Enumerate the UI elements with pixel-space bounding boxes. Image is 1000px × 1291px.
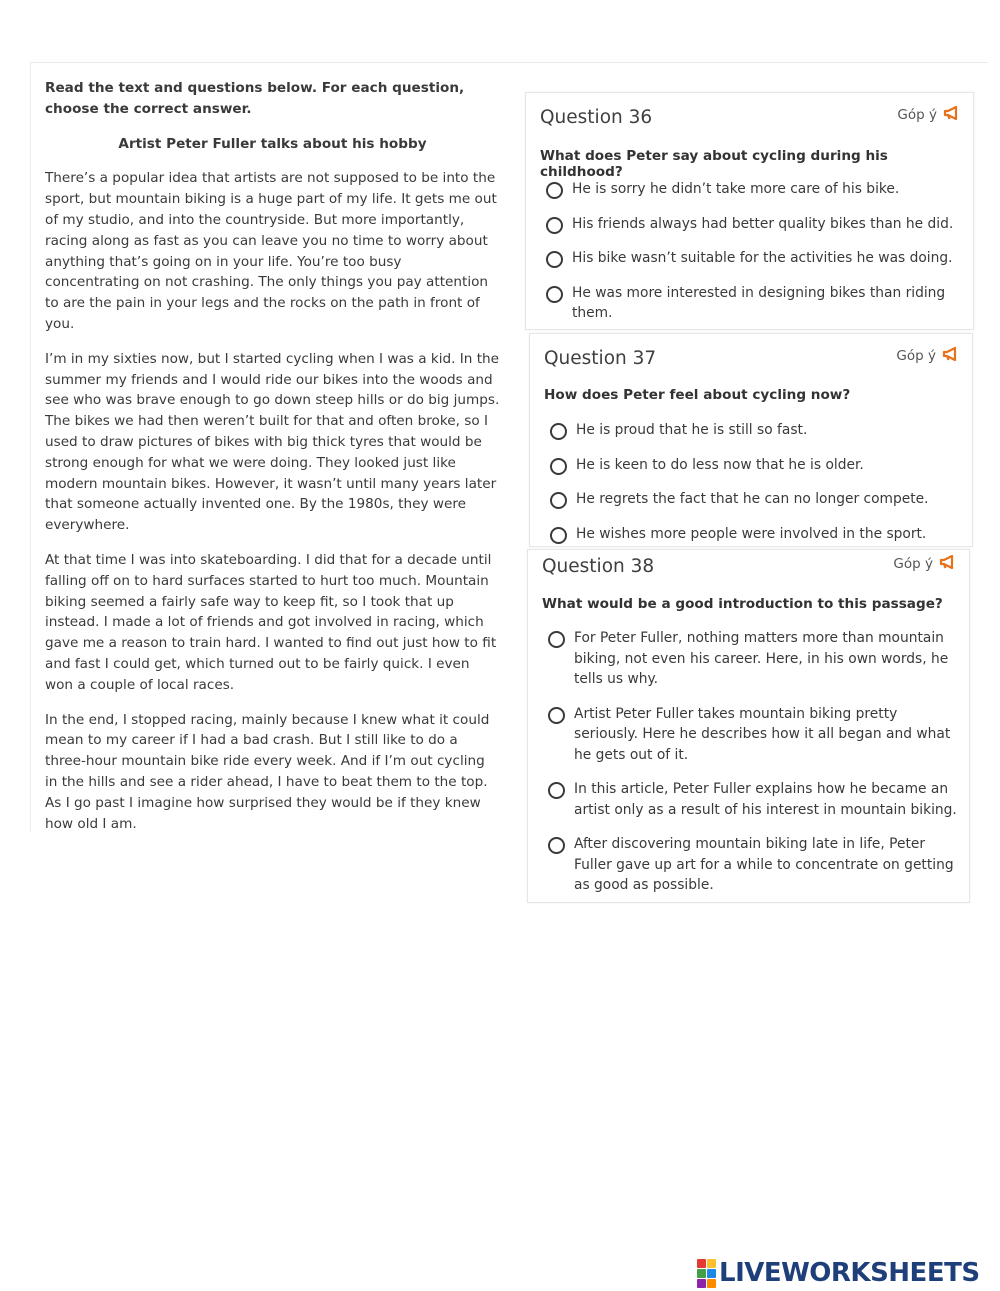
- option-text: Artist Peter Fuller takes mountain biking pretty seriously. Here he describes how it all began and what he gets out of it.: [574, 705, 951, 763]
- answer-options: [548, 628, 957, 896]
- passage-paragraph: There’s a popular idea that artists are not supposed to be into the sport, but mountain biking is a huge part of my life. It gets me out of my studio, and into the countryside. But more importantly, racing along as fast as you can leave you no time to worry about anything that’s going on in your life. You’re too busy concentrating on not crashing. The only things you pay attention to are the pain in your legs and the rocks on the path in front of you.: [45, 170, 497, 332]
- question-title: Question 37: [544, 348, 657, 369]
- answer-option[interactable]: [550, 420, 960, 441]
- option-text: He is proud that he is still so fast.: [576, 422, 808, 438]
- answer-option[interactable]: [550, 455, 960, 476]
- option-text: He is keen to do less now that he is older.: [576, 456, 864, 473]
- question-card-36: [525, 92, 974, 330]
- answer-option[interactable]: [546, 248, 961, 269]
- logo-mark-icon: [697, 1259, 716, 1288]
- answer-option[interactable]: [546, 283, 961, 324]
- answer-option[interactable]: [548, 779, 957, 820]
- option-text: His bike wasn’t suitable for the activities he was doing.: [572, 250, 953, 266]
- question-text: How does Peter feel about cycling now?: [544, 387, 851, 403]
- feedback-button[interactable]: [897, 105, 961, 125]
- question-text: What would be a good introduction to this passage?: [542, 596, 943, 612]
- question-card-38: [527, 549, 970, 903]
- radio-button[interactable]: [550, 527, 567, 544]
- answer-option[interactable]: [548, 628, 957, 690]
- option-text: He was more interested in designing bikes than riding them.: [572, 284, 946, 321]
- left-divider: [30, 62, 31, 832]
- megaphone-icon: [939, 554, 957, 574]
- radio-button[interactable]: [546, 286, 563, 303]
- liveworksheets-logo: [697, 1258, 980, 1288]
- passage-title: Artist Peter Fuller talks about his hobby: [118, 135, 427, 152]
- feedback-label: Góp ý: [896, 348, 936, 364]
- option-text: He is sorry he didn’t take more care of his bike.: [572, 181, 900, 197]
- radio-button[interactable]: [548, 707, 565, 724]
- radio-button[interactable]: [548, 631, 565, 648]
- reading-passage: [45, 78, 500, 848]
- radio-button[interactable]: [546, 251, 563, 268]
- radio-button[interactable]: [548, 837, 565, 854]
- answer-option[interactable]: [546, 179, 961, 200]
- answer-options: [546, 179, 961, 324]
- option-text: He wishes more people were involved in the sport.: [576, 525, 927, 542]
- passage-paragraph: I’m in my sixties now, but I started cycling when I was a kid. In the summer my friends and I would ride our bikes into the woods and see who was brave enough to go down steep hills or do big jumps. The bikes we had then weren’t built for that and often broke, so I used to draw pictures of bikes with big thick tyres that would be strong enough for what we were doing. They looked just like modern mountain bikes. However, it wasn’t until many years later that someone actually invented one. By the 1980s, they were everywhere.: [45, 350, 500, 534]
- option-text: His friends always had better quality bikes than he did.: [572, 215, 954, 232]
- question-text: What does Peter say about cycling during his childhood?: [540, 148, 888, 180]
- radio-button[interactable]: [550, 458, 567, 475]
- question-title: Question 36: [540, 107, 653, 128]
- passage-paragraph: In the end, I stopped racing, mainly because I knew what it could mean to my career if I had a bad crash. But I still like to do a three-hour mountain bike ride every week. And if I’m out cycling in the hills and see a rider ahead, I have to beat them to the top. As I go past I imagine how surprised they would be if they knew how old I am.: [45, 711, 490, 832]
- answer-option[interactable]: [550, 489, 960, 510]
- radio-button[interactable]: [546, 217, 563, 234]
- radio-button[interactable]: [548, 782, 565, 799]
- question-title: Question 38: [542, 556, 655, 577]
- top-divider: [30, 62, 988, 63]
- feedback-button[interactable]: [896, 346, 960, 366]
- megaphone-icon: [943, 105, 961, 125]
- megaphone-icon: [942, 346, 960, 366]
- question-card-37: [529, 333, 973, 547]
- answer-option[interactable]: [548, 704, 957, 766]
- logo-text: LIVEWORKSHEETS: [719, 1258, 980, 1288]
- answer-option[interactable]: [550, 524, 960, 545]
- option-text: In this article, Peter Fuller explains how he became an artist only as a result of his interest in mountain biking.: [574, 781, 957, 818]
- passage-paragraph: At that time I was into skateboarding. I did that for a decade until falling off on to hard surfaces started to hurt too much. Mountain biking seemed a fairly safe way to keep fit, so I took that up instead. I made a lot of friends and got involved in racing, which gave me a reason to train hard. I wanted to find out just how to fit and fast I could get, which turned out to be fairly quick. I even won a couple of local races.: [45, 551, 497, 693]
- feedback-label: Góp ý: [893, 556, 933, 572]
- option-text: For Peter Fuller, nothing matters more than mountain biking, not even his career. Here, in his own words, he tells us why.: [574, 630, 949, 687]
- answer-options: [550, 420, 960, 544]
- feedback-label: Góp ý: [897, 107, 937, 123]
- option-text: He regrets the fact that he can no longer compete.: [576, 491, 929, 507]
- radio-button[interactable]: [546, 182, 563, 199]
- radio-button[interactable]: [550, 423, 567, 440]
- option-text: After discovering mountain biking late in life, Peter Fuller gave up art for a while to concentrate on getting as good as possible.: [574, 836, 954, 893]
- answer-option[interactable]: [548, 834, 957, 896]
- feedback-button[interactable]: [893, 554, 957, 574]
- radio-button[interactable]: [550, 492, 567, 509]
- instructions: Read the text and questions below. For each question, choose the correct answer.: [45, 80, 465, 117]
- answer-option[interactable]: [546, 214, 961, 235]
